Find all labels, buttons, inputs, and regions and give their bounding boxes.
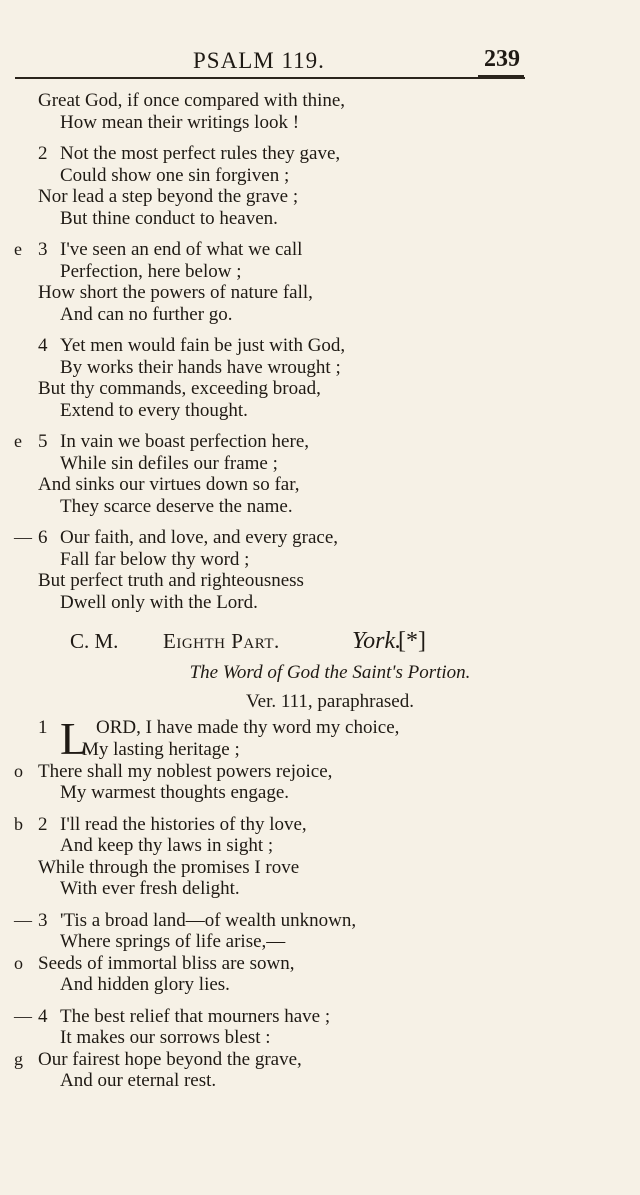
- stanza-line: [0, 261, 640, 283]
- stanza-number: 4: [38, 1005, 48, 1027]
- stanza-line: [0, 739, 640, 761]
- stanza: [0, 239, 640, 325]
- performance-mark: —: [14, 909, 32, 930]
- line-text: While sin defiles our frame ;: [60, 452, 278, 474]
- stanza-line: [0, 931, 640, 953]
- stanza-line: [0, 304, 640, 326]
- stanza-first: [0, 713, 640, 804]
- line-text: Our faith, and love, and every grace,: [60, 527, 339, 548]
- stanza: [0, 814, 640, 900]
- stanza-line: [0, 112, 640, 134]
- performance-mark: b: [14, 813, 23, 834]
- line-text: But thy commands, exceeding broad,: [38, 378, 321, 399]
- stanza-line: [0, 90, 640, 112]
- line-text: In vain we boast perfection here,: [60, 431, 310, 452]
- stanza: [0, 1006, 640, 1092]
- section-heading: [0, 623, 640, 659]
- line-text: And our eternal rest.: [60, 1070, 217, 1091]
- stanza-number: 4: [38, 335, 48, 356]
- stanza-line: [0, 570, 640, 592]
- performance-mark: —: [14, 527, 32, 547]
- line-text: With ever fresh delight.: [60, 878, 240, 899]
- stanza-line: [0, 165, 640, 187]
- stanza-number: 2: [38, 813, 48, 835]
- stanza-line: [0, 1027, 640, 1049]
- stanza-line: [0, 953, 640, 975]
- page-content: [0, 90, 640, 1102]
- line-text: And keep thy laws in sight ;: [60, 835, 274, 856]
- line-text: My lasting heritage ;: [82, 739, 240, 760]
- section-subtitle: The Word of God the Saint's Portion.: [189, 662, 471, 683]
- header-rule: [15, 77, 525, 79]
- line-text: I'll read the histories of thy love,: [60, 813, 307, 835]
- stanza-number: 1: [38, 717, 48, 738]
- line-text: Seeds of immortal bliss are sown,: [38, 952, 295, 974]
- stanza-number: 2: [38, 143, 48, 164]
- line-text: My warmest thoughts engage.: [60, 782, 290, 803]
- page-number: 239: [484, 46, 520, 72]
- line-text: Dwell only with the Lord.: [60, 591, 258, 613]
- performance-mark: e: [14, 239, 22, 259]
- stanza-line: [0, 782, 640, 804]
- line-text: The best relief that mourners have ;: [60, 1005, 331, 1027]
- stanza: [0, 90, 640, 133]
- line-text: And sinks our virtues down so far,: [38, 474, 300, 495]
- performance-mark: o: [14, 952, 23, 973]
- stanza-number: 3: [38, 239, 48, 260]
- stanza-line: [0, 431, 640, 453]
- stanza-line: [0, 1070, 640, 1092]
- stanza-line: [0, 143, 640, 165]
- performance-mark: e: [14, 431, 22, 451]
- line-text: And hidden glory lies.: [60, 974, 230, 995]
- stanza-line: [0, 239, 640, 261]
- line-text: Fall far below thy word ;: [60, 548, 250, 570]
- line-text: Extend to every thought.: [60, 399, 248, 421]
- stanza-number: 5: [38, 431, 48, 452]
- line-text: ORD, I have made thy word my choice,: [96, 717, 400, 738]
- stanza-line: [0, 1049, 640, 1071]
- line-text: Nor lead a step beyond the grave ;: [38, 186, 299, 207]
- line-text: Yet men would fain be just with God,: [60, 335, 346, 356]
- stanza-line: [0, 400, 640, 422]
- verse-reference: Ver. 111, paraphrased.: [246, 691, 414, 712]
- stanza-number: 6: [38, 527, 48, 548]
- stanza: [0, 143, 640, 229]
- line-text: Great God, if once compared with thine,: [38, 90, 346, 111]
- stanza-number: 3: [38, 909, 48, 931]
- line-text: It makes our sorrows blest :: [60, 1027, 271, 1048]
- hymn-stanzas-top: [0, 90, 640, 613]
- line-text: How short the powers of nature fall,: [38, 282, 313, 303]
- running-title: PSALM 119.: [193, 48, 325, 73]
- line-text: Not the most perfect rules they gave,: [60, 143, 341, 164]
- stanza-line: [0, 186, 640, 208]
- header-rule-accent: [478, 75, 524, 78]
- performance-mark: —: [14, 1005, 32, 1026]
- line-text: There shall my noblest powers rejoice,: [38, 760, 333, 782]
- stanza-line: [0, 282, 640, 304]
- part-label: Eighth Part.: [163, 629, 280, 653]
- hymn-stanzas-bottom: [0, 814, 640, 1092]
- line-text: Perfection, here below ;: [60, 260, 242, 282]
- stanza-line: [0, 335, 640, 357]
- drop-cap: L: [60, 713, 89, 764]
- line-text: While through the promises I rove: [38, 856, 300, 878]
- stanza-line: [0, 878, 640, 900]
- line-text: But thine conduct to heaven.: [60, 207, 278, 229]
- stanza-line: [0, 592, 640, 614]
- line-text: How mean their writings look !: [60, 111, 300, 133]
- line-text: Where springs of life arise,—: [60, 931, 286, 952]
- line-text: Could show one sin forgiven ;: [60, 164, 290, 186]
- line-text: 'Tis a broad land—of wealth unknown,: [60, 909, 357, 931]
- stanza-line: [0, 1006, 640, 1028]
- stanza-line: [0, 549, 640, 571]
- stanza-line: [0, 378, 640, 400]
- performance-mark: o: [14, 760, 23, 781]
- line-text: They scarce deserve the name.: [60, 495, 293, 517]
- performance-mark: g: [14, 1048, 23, 1069]
- stanza-line: [0, 814, 640, 836]
- stanza-line: [0, 910, 640, 932]
- stanza-line: [0, 357, 640, 379]
- stanza-line: [0, 496, 640, 518]
- section-ref-mark: [*]: [398, 628, 426, 654]
- stanza: [0, 431, 640, 517]
- stanza-line: [0, 474, 640, 496]
- stanza-line: [0, 208, 640, 230]
- stanza-line: [0, 527, 640, 549]
- stanza-line: [0, 835, 640, 857]
- tune-name: York.: [352, 628, 402, 654]
- line-text: By works their hands have wrought ;: [60, 356, 341, 378]
- line-text: And can no further go.: [60, 303, 233, 325]
- stanza-line: [0, 761, 640, 783]
- stanza-line: [0, 857, 640, 879]
- stanza: [0, 527, 640, 613]
- stanza-line: [0, 974, 640, 996]
- line-text: Our fairest hope beyond the grave,: [38, 1048, 302, 1070]
- page-header: [0, 42, 640, 82]
- meter-label: C. M.: [70, 629, 119, 653]
- stanza-line: [0, 453, 640, 475]
- line-text: I've seen an end of what we call: [60, 239, 303, 260]
- stanza: [0, 910, 640, 996]
- stanza: [0, 335, 640, 421]
- line-text: But perfect truth and righteousness: [38, 570, 304, 591]
